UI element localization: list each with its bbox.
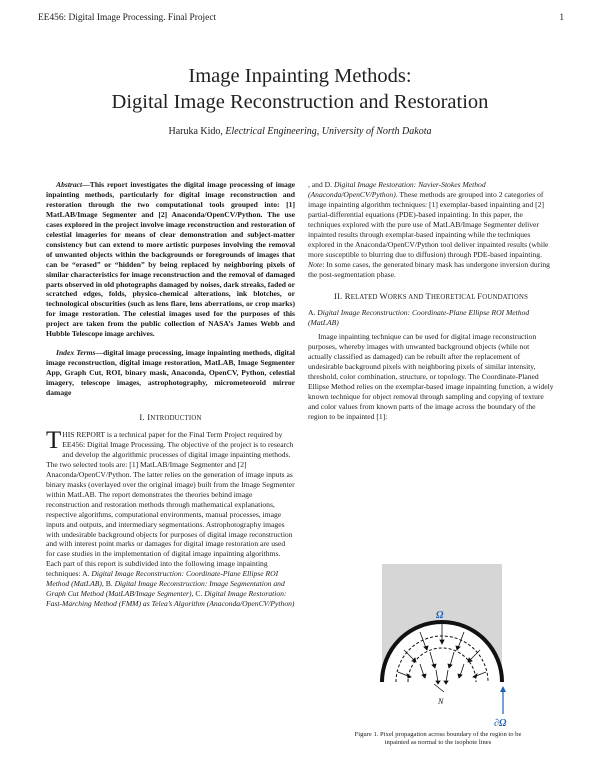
- abstract: [46, 180, 295, 339]
- author-affiliation: Electrical Engineering, University of North Dakota: [225, 126, 432, 137]
- author-name: Haruka Kido,: [168, 126, 226, 137]
- right-column: [308, 180, 554, 426]
- author-line: [0, 126, 600, 137]
- paper-title: [0, 63, 600, 115]
- title-line-2: Digital Image Reconstruction and Restoration: [111, 91, 489, 113]
- section-heading-introduction: I. INTRODUCTION: [139, 412, 202, 423]
- note-label: Note: [308, 259, 323, 269]
- running-head: [38, 13, 564, 23]
- normal-label: N: [438, 697, 444, 706]
- boundary-label: ∂Ω: [494, 718, 507, 729]
- page-number: 1: [559, 13, 564, 23]
- figure-1-diagram: [376, 564, 508, 754]
- technique-b: Digital Image Reconstruction: Image Segmentation and Graph Cut Method (MatLAB/Image Segmenter): [46, 579, 285, 599]
- related-works-paragraph: Image inpainting technique can be used for digital image reconstruction purposes, whereby images with unwanted background objects (while not actually classified as damaged) can be rebuilt after the replacement of undesirable background pixels with neighboring pixels of similar intensity, threshold, color combination, structure, or topology. The Coordinate-Planed Ellipse Method relies on the exemplar-based image inpainting function, a widely known technique for object removal through sampling and copying of texture and color values from known parts of the image across the boundary of the region to be inpainted [1]:: [308, 332, 554, 422]
- abstract-lead: Abstract: [56, 180, 83, 189]
- title-line-1: Image Inpainting Methods:: [188, 65, 412, 87]
- section-heading-related-works: II. RELATED WORKS AND THEORETICAL FOUNDATIONS: [333, 290, 529, 301]
- index-terms: [46, 348, 295, 398]
- running-title: EE456: Digital Image Processing. Final Project: [38, 13, 217, 23]
- index-terms-lead: Index Terms: [56, 348, 96, 358]
- left-column: [46, 180, 295, 613]
- abstract-text: —This report investigates the digital image processing of image inpainting methods, particularly for digital image reconstruction and restoration through the two computational tools grouped into: [1] MatLAB/Image Segmenter and [2] Anaconda/OpenCV/Python. The use cases explored in the project involve image reconstruction and restoration of celestial imageries for means of clear demonstration and subject-matter consistency but can extend to more artistic purposes involving the removal of unwanted objects within the backgrounds or foregrounds of images that can be “erased” or “hidden” by being replaced by neighboring pixels of similar characteristics for image reconstruction and the removal of damaged parts observed in old photographs damaged by noises, dark streaks, faded or scratched edges, folds, physico-chemical alterations, ink blotches, or technological obscurities (such as lens flare, lens aberrations, or crop marks) for image restoration. The celestial images used for the purposes of this project are taken from the public collection of NASA’s James Webb and Hubble Telescope image archives.: [46, 180, 296, 339]
- subsection-heading-a: A. Digital Image Reconstruction: Coordinate-Plane Ellipse ROI Method (MatLAB): [308, 308, 530, 328]
- introduction-paragraph-continued: , and D. Digital Image Restoration: Navier-Stokes Method (Anaconda/OpenCV/Python). These methods are grouped into 2 categories of image inpainting algorithm techniques: [1] exemplar-based inpainting and [2] partial-differential equations (PDE)-based inpainting. In this paper, the techniques explored with the pure use of MatLAB/Image Segmenter deliver inpainted results through exemplar-based inpainting while the techniques explored in the Anaconda/OpenCV/Python tool deliver inpainted results (while more susceptible to blurring due to diffusion) through PDE-based inpainting. Note: In some cases, the generated binary mask has undergone inversion during the post-segmentation phase.: [308, 180, 550, 279]
- index-terms-text: —digital image processing, image inpainting methods, digital image reconstruction, digital image restoration, MatLAB, Image Segmenter App, Graph Cut, ROI, binary mask, Anaconda, OpenCV, Python, celestial imagery, telescope images, astrophotography, micrometeoroid mirror damage: [46, 348, 295, 398]
- technique-a: Digital Image Reconstruction: Coordinate-Plane Ellipse ROI Method (MatLAB): [46, 569, 279, 589]
- figure-caption: Figure 1. Pixel propagation across boundary of the region to be inpainted as normal to the isophote lines: [354, 731, 522, 746]
- omega-label: Ω: [436, 610, 444, 621]
- drop-cap: T: [46, 429, 62, 454]
- introduction-paragraph: THIS REPORT is a technical paper for the Final Term Project required by EE456: Digital Image Processing. The objective of the project is to research and develop the algorithmic processes of digital image inpainting methods. The two selected tools are: [1] MatLAB/Image Segmenter and [2] Anaconda/OpenCV/Python. The latter relies on the generation of image inputs as binary masks (overlayed over the original image) built from the Image Segmenter within MatLAB. The report demonstrates the theories behind image reconstruction and restoration methods through mathematical explanations, respective algorithms, computational environments, manual processes, image inputs and outputs, and intermediary segmentations. Astrophotography images with undesirable background objects for purposes of digital image reconstruction and with interest point marks or damages for digital image restoration are used for case studies in the implementation of digital image inpainting algorithms. Each part of this report is subdivided into the following image inpainting techniques: A. Digital Image Reconstruction: Coordinate-Plane Ellipse ROI Method (MatLAB), B. Digital Image Reconstruction: Image Segmentation and Graph Cut Method (MatLAB/Image Segmenter), C. Digital Image Restoration: Fast-Marching Method (FMM) as Telea’s Algorithm (Anaconda/OpenCV/Python): [46, 429, 295, 609]
- technique-c-start: Digital Image Restoration: Fast-Marching Method (FMM) as Telea’s Algorithm (Anaconda/OpenCV/Python): [46, 589, 295, 609]
- technique-d: Digital Image Restoration: Navier-Stokes Method (Anaconda/OpenCV/Python): [308, 180, 486, 199]
